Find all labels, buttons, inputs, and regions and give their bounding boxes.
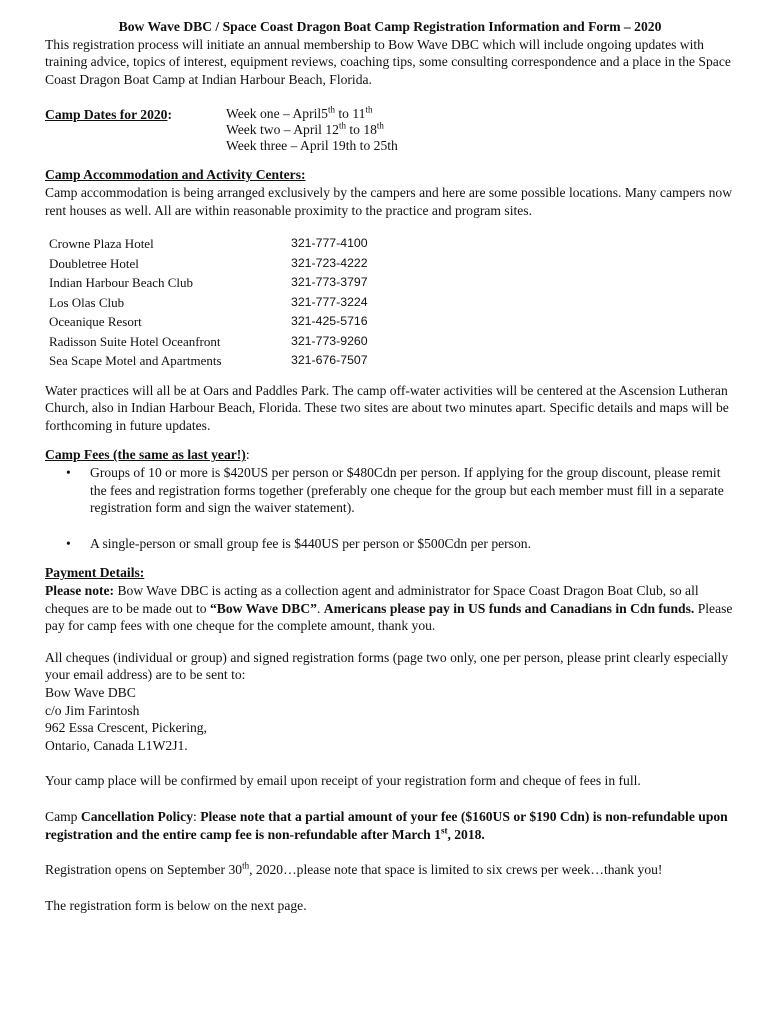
intro-paragraph: This registration process will initiate an annual membership to Bow Wave DBC which will include ongoing updates with training advice, topics of interest, equipment reviews, coaching tips, some consulting correspondence and a place in the Space Coast Dragon Boat Camp at Indian Harbour Beach, Florida. xyxy=(45,36,731,87)
accommodation-heading: Camp Accommodation and Activity Centers: xyxy=(45,167,306,183)
hotel-phone: 321-777-3224 xyxy=(291,294,368,309)
hotel-phone: 321-723-4222 xyxy=(291,255,368,270)
week-two-sup: th xyxy=(338,120,346,131)
address-line: 962 Essa Crescent, Pickering, xyxy=(45,720,207,736)
fee-item-single-text: A single-person or small group fee is $440US per person or $500Cdn per person. xyxy=(90,535,531,551)
page-title: Bow Wave DBC / Space Coast Dragon Boat Camp Registration Information and Form – 2020 xyxy=(118,19,662,34)
week-one xyxy=(226,106,398,122)
hotel-phone: 321-425-5716 xyxy=(291,314,368,329)
hotel-phone: 321-773-3797 xyxy=(291,275,368,290)
fees-colon: : xyxy=(245,447,250,463)
registration-sup: th xyxy=(242,860,250,871)
address-line: c/o Jim Farintosh xyxy=(45,702,140,718)
hotel-name: Los Olas Club xyxy=(49,294,125,310)
week-one-sup2: th xyxy=(365,104,373,115)
hotel-row xyxy=(49,255,368,275)
payee-name: “Bow Wave DBC” xyxy=(209,600,317,616)
hotel-row xyxy=(49,274,368,294)
fee-item-group-text: Groups of 10 or more is $420US per person or $480Cdn per person. If applying for the group discount, please remit the fees and registration forms together (preferably one cheque for the group but each member must fill in a separate registration form and sign the waiver statement). xyxy=(90,465,724,516)
fees-heading-wrap xyxy=(45,446,735,464)
fees-heading: Camp Fees (the same as last year!) xyxy=(45,447,246,463)
cancellation-colon: : xyxy=(193,808,201,824)
cancellation-text: Please note that a partial amount of your fee ($160US or $190 Cdn) is non-refundable upon registration and the entire camp fee is non-refundable after March 1 xyxy=(45,808,728,842)
hotel-name: Sea Scape Motel and Apartments xyxy=(49,353,222,369)
hotel-row xyxy=(49,294,368,314)
payment-note-end: Please pay for camp fees with one cheque for the complete amount, thank you. xyxy=(45,600,733,634)
cancellation-pre: Camp xyxy=(45,808,81,824)
document-page xyxy=(45,18,735,914)
registration-opens xyxy=(45,861,735,879)
week-one-sup: th xyxy=(327,104,335,115)
hotel-phone: 321-777-4100 xyxy=(291,236,368,251)
hotel-row xyxy=(49,352,368,372)
payment-note-label: Please note: xyxy=(45,583,115,598)
hotel-row xyxy=(49,333,368,353)
cancellation-policy xyxy=(45,808,735,843)
payment-note-mid: . xyxy=(316,600,324,616)
payment-note xyxy=(45,582,735,635)
mailing-address xyxy=(45,684,735,754)
payment-section xyxy=(45,564,735,790)
registration-text: Registration opens on September 30 xyxy=(45,862,243,878)
week-three: Week three – April 19th to 25th xyxy=(226,138,398,154)
week-two-text: Week two – April 12 xyxy=(226,122,339,138)
camp-dates-colon: : xyxy=(167,107,172,123)
camp-dates-label-wrap xyxy=(45,106,226,154)
registration-text-end: , 2020…please note that space is limited to six crews per week…thank you! xyxy=(249,862,663,878)
fees-list xyxy=(45,464,735,552)
week-two-sup2: th xyxy=(376,120,384,131)
hotel-name: Oceanique Resort xyxy=(49,314,142,330)
address-line: Bow Wave DBC xyxy=(45,684,136,700)
camp-dates-list xyxy=(226,106,398,154)
hotel-row xyxy=(49,235,368,255)
hotel-row xyxy=(49,313,368,333)
bullet-icon: • xyxy=(66,465,71,481)
accommodation-text: Camp accommodation is being arranged exclusively by the campers and here are some possible locations. Many campers now rent houses as well. All are within reasonable proximity to the practice and program sites. xyxy=(45,184,733,218)
hotel-name: Indian Harbour Beach Club xyxy=(49,275,194,291)
week-one-end: to 11 xyxy=(334,106,366,122)
funds-note: Americans please pay in US funds and Canadians in Cdn funds. xyxy=(323,600,695,616)
water-practice-text: Water practices will all be at Oars and Paddles Park. The camp off-water activities will be centered at the Ascension Lutheran Church, also in Indian Harbour Beach, Florida. These two sites are about two minutes apart. Specific details and maps will be forthcoming in future updates. xyxy=(45,382,729,433)
camp-dates xyxy=(45,106,735,154)
hotel-name: Doubletree Hotel xyxy=(49,255,139,271)
hotel-phone: 321-773-9260 xyxy=(291,333,368,348)
camp-dates-label: Camp Dates for 2020 xyxy=(45,107,168,123)
cancellation-sup: st xyxy=(440,825,448,835)
hotel-phone: 321-676-7507 xyxy=(291,353,368,368)
cancellation-text-end: , 2018. xyxy=(447,826,485,842)
cancellation-label: Cancellation Policy xyxy=(80,808,194,824)
hotel-table xyxy=(49,235,368,372)
fees-section xyxy=(45,446,735,552)
payment-note-text: Bow Wave DBC is acting as a collection agent and administrator for Space Coast Dragon Boat Club, so all cheques are to be made out to xyxy=(45,583,699,616)
fee-item-single xyxy=(66,535,735,553)
address-line: Ontario, Canada L1W2J1. xyxy=(45,737,188,753)
payment-heading: Payment Details: xyxy=(45,565,145,581)
confirmation-text: Your camp place will be confirmed by email upon receipt of your registration form and cheque of fees in full. xyxy=(45,773,641,789)
week-two xyxy=(226,122,398,138)
hotel-name: Radisson Suite Hotel Oceanfront xyxy=(49,333,221,349)
week-two-end: to 18 xyxy=(345,122,377,138)
bullet-icon: • xyxy=(66,535,71,551)
week-one-text: Week one – April5 xyxy=(226,106,328,122)
accommodation-section xyxy=(45,166,735,434)
hotel-name: Crowne Plaza Hotel xyxy=(49,236,154,252)
send-instructions: All cheques (individual or group) and signed registration forms (page two only, one per person, please print clearly especially your email address) are to be sent to: xyxy=(45,649,729,683)
fee-item-group xyxy=(66,464,735,517)
footer-note: The registration form is below on the next page. xyxy=(45,897,307,913)
